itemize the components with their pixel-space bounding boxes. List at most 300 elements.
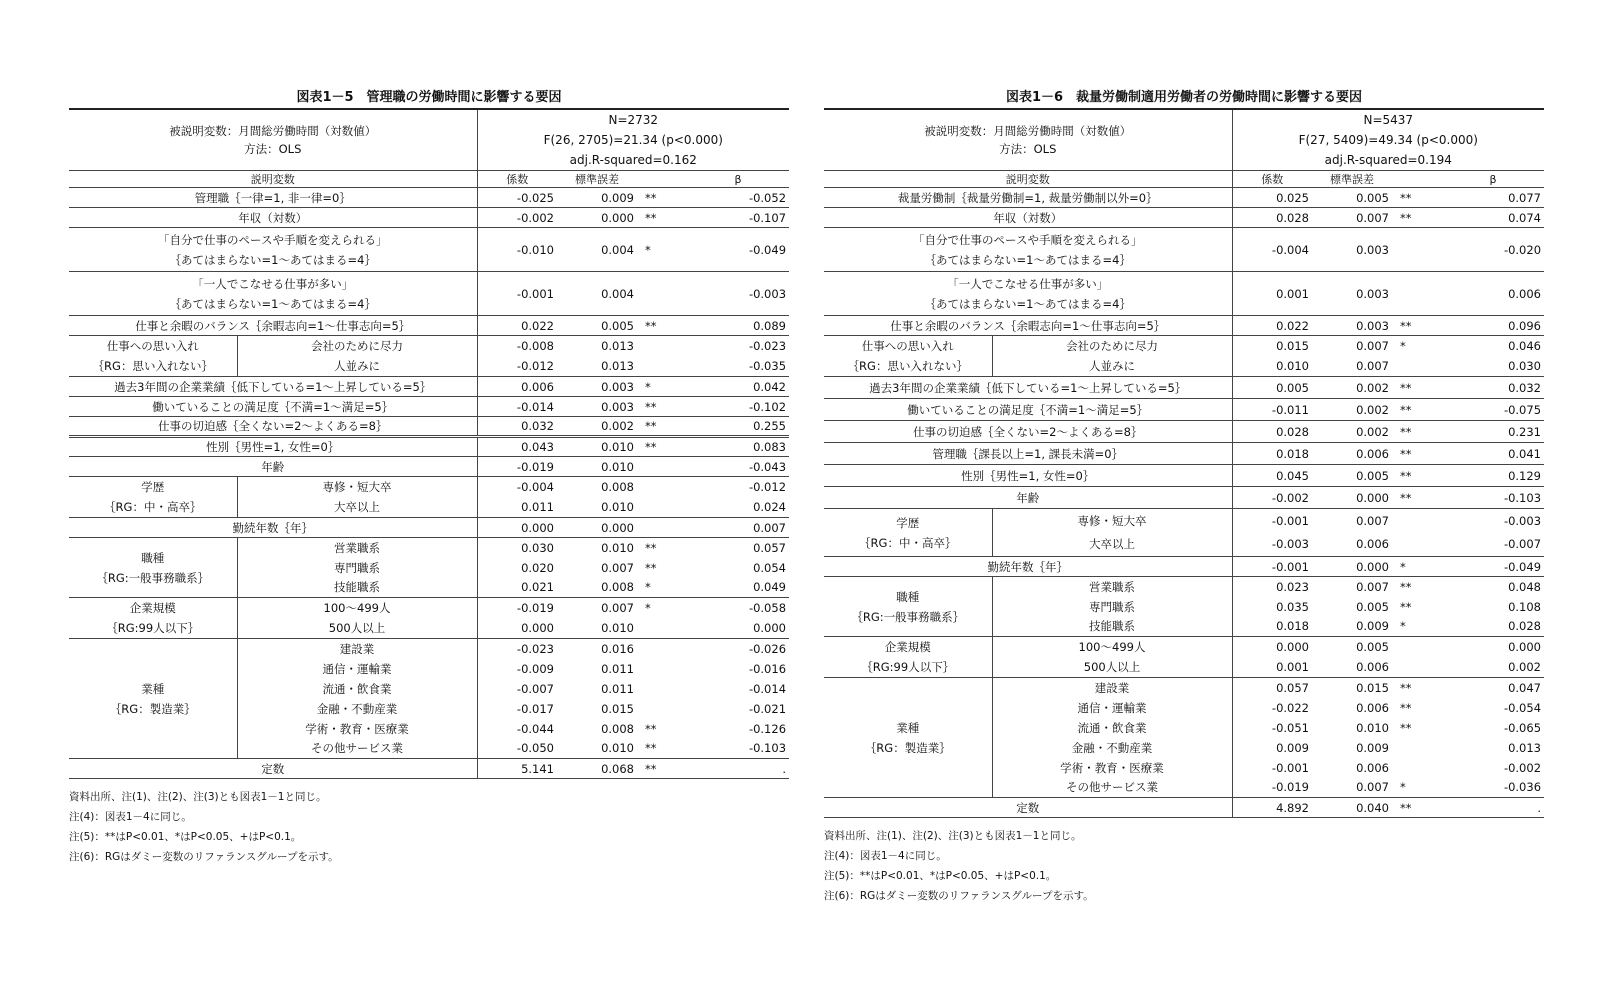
dependent-variable: 被説明変数：月間総労働時間（対数値） [169, 124, 377, 138]
table-title: 図表1－5 管理職の労働時間に影響する要因 [296, 90, 562, 105]
coef-value: -0.004 [1232, 228, 1312, 272]
group-label-name: 業種 [896, 720, 920, 735]
beta-value: 0.000 [1442, 637, 1544, 658]
row-label: 年収（対数） [824, 208, 1232, 228]
row-label: 性別｛男性=1, 女性=0｝ [69, 437, 477, 457]
beta-value: -0.026 [687, 639, 789, 659]
se-value: 0.003 [1312, 228, 1392, 272]
sub-label: その他サービス業 [992, 778, 1232, 798]
beta-value: 0.083 [687, 437, 789, 457]
row-label-line-2: ｛あてはまらない=1～あてはまる=4｝ [924, 252, 1131, 267]
header-row [824, 109, 1544, 130]
sub-label: 学術・教育・医療業 [237, 719, 477, 739]
significance-mark: ** [637, 316, 687, 336]
beta-value: 0.255 [687, 417, 789, 437]
sub-label: 通信・運輸業 [237, 659, 477, 679]
se-value: 0.004 [557, 228, 637, 272]
se-value: 0.007 [1356, 359, 1389, 373]
significance-mark [1392, 356, 1442, 377]
group-label-name: 学歴 [896, 515, 920, 530]
table-row [69, 538, 789, 558]
coef-value: -0.025 [477, 188, 557, 208]
row-label-line-2: ｛あてはまらない=1～あてはまる=4｝ [169, 296, 376, 311]
se-value: 0.002 [1312, 377, 1392, 399]
se-value: 0.003 [1312, 316, 1392, 336]
significance-mark: ** [645, 560, 657, 575]
table-row [824, 637, 1544, 658]
coef-value: -0.010 [477, 228, 557, 272]
note-source: 資料出所、注(1)、注(2)、注(3)とも図表1－1と同じ。 [69, 791, 327, 803]
column-header-coef: 係数 [1232, 171, 1312, 188]
sub-label: 技能職系 [237, 578, 477, 598]
dependent-variable-cell [69, 109, 477, 171]
significance-mark: * [637, 228, 687, 272]
table-row [824, 336, 1544, 357]
group-reference: ｛RG:一般事務職系｝ [851, 609, 965, 624]
se-value: 0.003 [557, 397, 637, 417]
se-value: 0.011 [601, 661, 634, 676]
group-reference: ｛RG：製造業｝ [864, 740, 951, 755]
beta-value: -0.102 [687, 397, 789, 417]
significance-mark: ** [1400, 720, 1412, 735]
significance-mark: ** [637, 759, 687, 779]
adj-r-squared: adj.R-squared=0.162 [569, 153, 697, 167]
coef-value: 4.892 [1232, 798, 1312, 818]
coef-value: 0.030 [477, 538, 557, 558]
table-row [824, 399, 1544, 421]
significance-mark: ** [637, 437, 687, 457]
se-value: 0.006 [1356, 700, 1389, 715]
row-label: 定数 [824, 798, 1232, 818]
coef-value: -0.014 [477, 397, 557, 417]
row-label: 勤続年数｛年｝ [824, 557, 1232, 577]
se-value: 0.010 [601, 621, 634, 635]
coef-value: -0.019 [477, 598, 557, 619]
coef-value: 0.022 [1232, 316, 1312, 336]
beta-value: -0.054 [1503, 700, 1542, 715]
se-value: 0.008 [601, 580, 634, 595]
group-label [824, 637, 992, 678]
column-header-beta: β [687, 171, 789, 188]
beta-value: 0.096 [1442, 316, 1544, 336]
beta-value: -0.021 [748, 701, 787, 716]
column-header-sig-spacer [1392, 171, 1442, 188]
table-row [824, 272, 1544, 316]
coef-value: 0.005 [1232, 377, 1312, 399]
sub-label: 人並みに [992, 356, 1232, 377]
group-reference: ｛RG：思い入れない｝ [92, 359, 213, 373]
significance-mark: ** [1392, 678, 1442, 698]
beta-value: 0.089 [687, 316, 789, 336]
row-label: 年齢 [69, 457, 477, 477]
table-row [69, 377, 789, 397]
sub-label: 営業職系 [992, 577, 1232, 597]
beta-value: -0.075 [1442, 399, 1544, 421]
row-label: 仕事の切迫感｛全くない=2～よくある=8｝ [69, 417, 477, 437]
significance-mark [637, 477, 687, 498]
row-label: 定数 [69, 759, 477, 779]
coef-value: -0.019 [477, 457, 557, 477]
f-statistic: F(26, 2705)=21.34 (p<0.000) [543, 133, 723, 147]
significance-mark [637, 699, 687, 719]
significance-mark [637, 272, 687, 316]
table-row [824, 377, 1544, 399]
table-row [69, 417, 789, 437]
se-value: 0.004 [557, 272, 637, 316]
row-label: 管理職｛一律=1, 非一律=0｝ [69, 188, 477, 208]
beta-value: -0.003 [1442, 509, 1544, 533]
beta-value: 0.032 [1442, 377, 1544, 399]
se-value: 0.011 [601, 681, 634, 696]
se-value: 0.000 [1312, 487, 1392, 509]
group-reference: ｛RG:一般事務職系｝ [96, 570, 210, 585]
coef-value: -0.009 [516, 661, 554, 676]
significance-mark: ** [1392, 188, 1442, 208]
significance-mark: ** [1392, 399, 1442, 421]
beta-value: 0.231 [1442, 421, 1544, 443]
n-value: N=2732 [477, 109, 789, 130]
coef-value: 0.001 [1276, 660, 1309, 674]
significance-mark [1392, 758, 1442, 778]
se-value: 0.003 [557, 377, 637, 397]
row-label: 過去3年間の企業業績｛低下している=1～上昇している=5｝ [824, 377, 1232, 399]
beta-value: -0.036 [1503, 780, 1542, 795]
group-label-name: 企業規模 [884, 640, 931, 654]
table-row [824, 678, 1544, 698]
se-value: 0.005 [1356, 599, 1389, 614]
sub-label: その他サービス業 [237, 739, 477, 759]
dependent-variable: 被説明変数：月間総労働時間（対数値） [924, 124, 1132, 138]
sub-label: 専修・短大卒 [992, 509, 1232, 533]
note-5: 注(5)：**はP<0.01、*はP<0.05、+はP<0.1。 [69, 831, 302, 843]
significance-mark [1392, 533, 1442, 557]
beta-value: 0.030 [1508, 359, 1542, 373]
row-label: 性別｛男性=1, 女性=0｝ [824, 465, 1232, 487]
row-label [824, 272, 1232, 316]
significance-mark: * [1400, 780, 1406, 795]
coef-value: 0.000 [1232, 637, 1312, 658]
beta-value: . [687, 759, 789, 779]
row-label: 年齢 [824, 487, 1232, 509]
table-row [69, 457, 789, 477]
group-label-name: 企業規模 [129, 601, 176, 615]
significance-mark [637, 639, 687, 659]
group-reference: ｛RG：思い入れない｝ [847, 359, 968, 373]
sub-label: 500人以上 [237, 618, 477, 639]
coef-value: -0.001 [1271, 760, 1309, 775]
group-label-name: 職種 [141, 550, 165, 565]
se-value: 0.002 [1312, 421, 1392, 443]
se-value: 0.010 [601, 500, 634, 514]
coef-value: 0.009 [1276, 740, 1309, 755]
significance-mark: ** [637, 417, 687, 437]
row-label-line-1: 「一人でこなせる仕事が多い」 [192, 276, 354, 291]
table-row [69, 316, 789, 336]
column-header-se: 標準誤差 [557, 171, 637, 188]
beta-value: 0.047 [1442, 678, 1544, 698]
table-row [69, 336, 789, 357]
table-row [824, 188, 1544, 208]
beta-value: -0.020 [1442, 228, 1544, 272]
note-6: 注(6)：RGはダミー変数のリファランスグループを示す。 [824, 890, 1094, 902]
sub-label: 建設業 [992, 678, 1232, 698]
beta-value: -0.007 [1503, 537, 1542, 552]
se-value: 0.007 [1312, 336, 1392, 357]
significance-mark [637, 356, 687, 377]
table-row [69, 397, 789, 417]
beta-value: -0.012 [687, 477, 789, 498]
beta-value: 0.048 [1442, 577, 1544, 597]
coef-value: 0.057 [1232, 678, 1312, 698]
significance-mark: ** [645, 721, 657, 736]
beta-value: 0.049 [753, 580, 787, 595]
se-value: 0.000 [557, 208, 637, 228]
coef-value: -0.004 [477, 477, 557, 498]
se-value: 0.010 [601, 741, 634, 756]
group-label-name: 職種 [896, 589, 920, 604]
sub-label: 500人以上 [992, 657, 1232, 678]
se-value: 0.002 [557, 417, 637, 437]
group-label-name: 業種 [141, 681, 165, 696]
table-panel-1-6 [824, 88, 1544, 906]
note-5: 注(5)：**はP<0.01、*はP<0.05、+はP<0.1。 [824, 870, 1057, 882]
coef-value: 0.023 [1232, 577, 1312, 597]
se-value: 0.008 [557, 477, 637, 498]
se-value: 0.000 [1312, 557, 1392, 577]
coef-value: 0.001 [1232, 272, 1312, 316]
table-row [69, 518, 789, 538]
se-value: 0.007 [1312, 208, 1392, 228]
coef-value: 0.025 [1232, 188, 1312, 208]
significance-mark: * [1392, 336, 1442, 357]
row-label: 過去3年間の企業業績｛低下している=1～上昇している=5｝ [69, 377, 477, 397]
se-value: 0.005 [1312, 188, 1392, 208]
row-label-line-2: ｛あてはまらない=1～あてはまる=4｝ [169, 252, 376, 267]
se-value: 0.007 [601, 560, 634, 575]
note-6: 注(6)：RGはダミー変数のリファランスグループを示す。 [69, 851, 339, 863]
sub-label: 学術・教育・医療業 [992, 758, 1232, 778]
significance-mark: * [637, 377, 687, 397]
beta-value: -0.126 [748, 721, 787, 736]
group-label [69, 639, 237, 759]
se-value: 0.005 [1312, 637, 1392, 658]
coef-value: -0.012 [516, 359, 554, 373]
method: 方法：OLS [999, 142, 1057, 156]
column-header-beta: β [1442, 171, 1544, 188]
beta-value: 0.041 [1442, 443, 1544, 465]
table-title: 図表1－6 裁量労働制適用労働者の労働時間に影響する要因 [1005, 90, 1363, 105]
significance-mark: ** [1392, 377, 1442, 399]
se-value: 0.006 [1356, 660, 1389, 674]
coef-value: 0.028 [1232, 421, 1312, 443]
coef-value: -0.001 [477, 272, 557, 316]
coef-value: 0.006 [477, 377, 557, 397]
sub-label: 流通・飲食業 [237, 679, 477, 699]
notes [824, 826, 1544, 906]
beta-value: 0.057 [687, 538, 789, 558]
se-value: 0.005 [1312, 465, 1392, 487]
row-label: 勤続年数｛年｝ [69, 518, 477, 538]
significance-mark: ** [1392, 443, 1442, 465]
significance-mark [1392, 738, 1442, 758]
table-row [824, 465, 1544, 487]
significance-mark: * [1392, 557, 1442, 577]
group-label [824, 678, 992, 798]
significance-mark: ** [637, 208, 687, 228]
sub-label: 人並みに [237, 356, 477, 377]
significance-mark: * [1400, 619, 1406, 634]
sub-label: 技能職系 [992, 617, 1232, 637]
table-row [69, 208, 789, 228]
coef-value: -0.017 [516, 701, 554, 716]
sub-label: 営業職系 [237, 538, 477, 558]
coef-value: 0.021 [521, 580, 554, 595]
beta-value: 0.042 [687, 377, 789, 397]
coef-value: -0.051 [1271, 720, 1309, 735]
row-label [69, 228, 477, 272]
table-row [824, 509, 1544, 533]
column-header-variable: 説明変数 [824, 171, 1232, 188]
coef-value: 0.018 [1276, 619, 1309, 634]
column-header-sig-spacer [637, 171, 687, 188]
coef-value: 5.141 [477, 759, 557, 779]
group-reference: ｛RG:99人以下｝ [861, 660, 955, 674]
note-4: 注(4)：図表1－4に同じ。 [69, 811, 192, 823]
group-label [69, 598, 237, 639]
beta-value: 0.006 [1442, 272, 1544, 316]
se-value: 0.003 [1312, 272, 1392, 316]
group-label [824, 577, 992, 637]
table-row [69, 598, 789, 619]
dependent-variable-cell [824, 109, 1232, 171]
sub-label: 専門職系 [237, 558, 477, 578]
table-row [824, 577, 1544, 597]
row-label [69, 272, 477, 316]
column-header-coef: 係数 [477, 171, 557, 188]
se-value: 0.010 [557, 437, 637, 457]
beta-value: -0.016 [748, 661, 787, 676]
coef-value: -0.002 [1232, 487, 1312, 509]
f-statistic: F(27, 5409)=49.34 (p<0.000) [1298, 133, 1478, 147]
significance-mark: ** [1392, 208, 1442, 228]
significance-mark [1392, 272, 1442, 316]
beta-value: -0.003 [687, 272, 789, 316]
significance-mark [637, 679, 687, 699]
beta-value: . [1442, 798, 1544, 818]
significance-mark: ** [1392, 421, 1442, 443]
table-row [824, 316, 1544, 336]
regression-table [824, 108, 1544, 818]
coef-value: -0.050 [516, 741, 554, 756]
coef-value: 0.015 [1232, 336, 1312, 357]
table-row [69, 639, 789, 659]
se-value: 0.005 [557, 316, 637, 336]
sub-label: 専門職系 [992, 597, 1232, 617]
beta-value: 0.074 [1442, 208, 1544, 228]
beta-value: 0.002 [1508, 660, 1542, 674]
coef-value: 0.032 [477, 417, 557, 437]
significance-mark: ** [1400, 700, 1412, 715]
se-value: 0.007 [557, 598, 637, 619]
se-value: 0.068 [557, 759, 637, 779]
note-source: 資料出所、注(1)、注(2)、注(3)とも図表1－1と同じ。 [824, 830, 1082, 842]
coef-value: -0.022 [1271, 700, 1309, 715]
significance-mark: ** [637, 397, 687, 417]
beta-value: -0.043 [687, 457, 789, 477]
note-4: 注(4)：図表1－4に同じ。 [824, 850, 947, 862]
se-value: 0.013 [557, 336, 637, 357]
se-value: 0.010 [1356, 720, 1389, 735]
significance-mark: * [637, 598, 687, 619]
significance-mark: ** [637, 188, 687, 208]
table-row [69, 188, 789, 208]
se-value: 0.015 [601, 701, 634, 716]
coef-value: -0.001 [1232, 509, 1312, 533]
coef-value: 0.018 [1232, 443, 1312, 465]
se-value: 0.016 [557, 639, 637, 659]
beta-value: -0.058 [687, 598, 789, 619]
beta-value: 0.024 [753, 500, 787, 514]
sub-label: 流通・飲食業 [992, 718, 1232, 738]
beta-value: -0.065 [1503, 720, 1542, 735]
beta-value: 0.000 [753, 621, 787, 635]
table-row [69, 477, 789, 498]
sub-label: 100～499人 [237, 598, 477, 619]
sub-label: 通信・運輸業 [992, 698, 1232, 718]
beta-value: 0.054 [753, 560, 787, 575]
se-value: 0.002 [1312, 399, 1392, 421]
row-label: 仕事の切迫感｛全くない=2～よくある=8｝ [824, 421, 1232, 443]
coef-value: 0.020 [521, 560, 554, 575]
table-row [824, 487, 1544, 509]
beta-value: -0.014 [748, 681, 787, 696]
sub-label: 建設業 [237, 639, 477, 659]
table-row [824, 228, 1544, 272]
group-label [69, 477, 237, 518]
row-label: 裁量労働制｛裁量労働制=1, 裁量労働制以外=0｝ [824, 188, 1232, 208]
group-label [824, 509, 992, 557]
group-reference: ｛RG：中・高卒｝ [104, 500, 202, 514]
se-value: 0.015 [1312, 678, 1392, 698]
beta-value: 0.046 [1442, 336, 1544, 357]
adj-r-squared: adj.R-squared=0.194 [1324, 153, 1452, 167]
beta-value: 0.129 [1442, 465, 1544, 487]
coef-value: 0.035 [1276, 599, 1309, 614]
beta-value: -0.107 [687, 208, 789, 228]
regression-table [69, 108, 789, 779]
beta-value: 0.007 [687, 518, 789, 538]
notes [69, 787, 789, 867]
table-row [69, 272, 789, 316]
significance-mark: ** [645, 741, 657, 756]
table-row [824, 557, 1544, 577]
se-value: 0.007 [1312, 577, 1392, 597]
se-value: 0.009 [1356, 619, 1389, 634]
significance-mark [1392, 509, 1442, 533]
row-label: 年収（対数） [69, 208, 477, 228]
row-label-line-1: 「自分で仕事のペースや手順を変えられる」 [913, 232, 1143, 247]
coef-value: -0.023 [477, 639, 557, 659]
se-value: 0.040 [1312, 798, 1392, 818]
significance-mark [637, 618, 687, 639]
row-label: 仕事と余暇のバランス｛余暇志向=1～仕事志向=5｝ [69, 316, 477, 336]
sub-label: 会社のために尽力 [237, 336, 477, 357]
row-label-line-1: 「自分で仕事のペースや手順を変えられる」 [158, 232, 388, 247]
se-value: 0.009 [1356, 740, 1389, 755]
coef-value: 0.000 [521, 621, 554, 635]
beta-value: -0.052 [687, 188, 789, 208]
row-label: 働いていることの満足度｛不満=1～満足=5｝ [69, 397, 477, 417]
